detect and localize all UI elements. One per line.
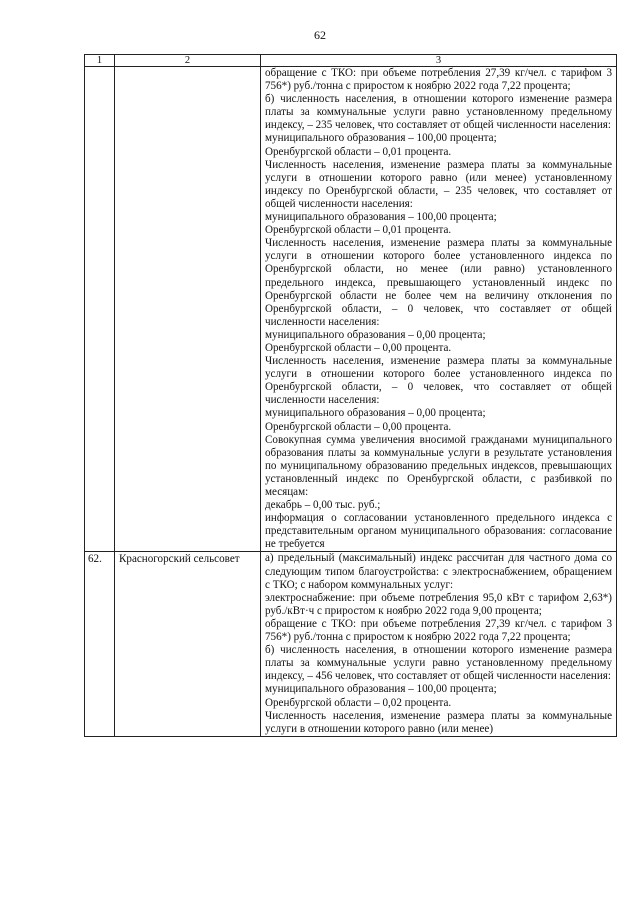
content-paragraph: Оренбургской области – 0,01 процента. (265, 145, 452, 158)
content-paragraph: Оренбургской области – 0,02 процента. (265, 696, 452, 709)
content-paragraph: информация о согласовании установленного предельного индекса с представительным органом муниципального образования: согласование не требуется (265, 512, 612, 551)
page-number: 62 (314, 28, 326, 42)
content-cell (261, 552, 617, 736)
row-number (85, 67, 115, 552)
content-paragraph: муниципального образования – 100,00 процента; (265, 132, 497, 145)
row-number: 62. (85, 552, 115, 736)
municipality-name (115, 67, 261, 552)
content-paragraph: муниципального образования – 0,00 процента; (265, 328, 486, 341)
column-header-1: 1 (85, 55, 115, 67)
content-paragraph: электроснабжение: при объеме потребления 95,0 кВт с тарифом 2,63*) руб./кВт·ч с приростом к ноябрю 2022 года 9,00 процента; (265, 591, 612, 617)
content-paragraph: Совокупная сумма увеличения вносимой гражданами муниципального образования платы за коммунальные услуги в результате установления по муниципальному образованию предельных индексов, превышающих установленный индекс по Оренбургской области, с разбивкой по месяцам: (265, 433, 612, 498)
content-paragraph: декабрь – 0,00 тыс. руб.; (265, 499, 381, 512)
content-paragraph: Численность населения, изменение размера платы за коммунальные услуги в отношении которого равно (или менее) (265, 709, 612, 735)
content-paragraph: обращение с ТКО: при объеме потребления 27,39 кг/чел. с тарифом 3 756*) руб./тонна с приростом к ноябрю 2022 года 7,22 процента; (265, 67, 612, 93)
content-paragraph: б) численность населения, в отношении которого изменение размера платы за коммунальные услуги равно установленному предельному индексу, – 235 человек, что составляет от общей численности населения: (265, 93, 612, 132)
column-header-2: 2 (115, 55, 261, 67)
content-paragraph: муниципального образования – 100,00 процента; (265, 211, 497, 224)
content-paragraph: муниципального образования – 0,00 процента; (265, 407, 486, 420)
content-paragraph: Оренбургской области – 0,00 процента. (265, 341, 452, 354)
content-paragraph: Оренбургской области – 0,00 процента. (265, 420, 452, 433)
content-paragraph: муниципального образования – 100,00 процента; (265, 683, 497, 696)
content-paragraph: б) численность населения, в отношении которого изменение размера платы за коммунальные услуги равно установленному предельному индексу, – 456 человек, что составляет от общей численности населения: (265, 644, 612, 683)
content-paragraph: Численность населения, изменение размера платы за коммунальные услуги в отношении которого равно (или менее) установленному индексу по Оренбургской области, – 235 человек, что составляет от общей численности населения: (265, 158, 612, 210)
document-table (84, 54, 617, 737)
table-header-row (85, 55, 617, 67)
table-row (85, 67, 617, 552)
table-row (85, 552, 617, 736)
content-paragraph: Оренбургской области – 0,01 процента. (265, 224, 452, 237)
content-cell (261, 67, 617, 552)
municipality-name: Красногорский сельсовет (115, 552, 261, 736)
content-paragraph: обращение с ТКО: при объеме потребления 27,39 кг/чел. с тарифом 3 756*) руб./тонна с приростом к ноябрю 2022 года 7,22 процента; (265, 617, 612, 644)
content-paragraph: а) предельный (максимальный) индекс рассчитан для частного дома со следующим типом благоустройства: с электроснабжением, обращением с ТКО; с набором коммунальных услуг: (265, 552, 612, 591)
content-paragraph: Численность населения, изменение размера платы за коммунальные услуги в отношении которого более установленного индекса по Оренбургской области, но менее (или равно) установленного предельного индекса, превышающего установленный индекс по Оренбургской области не более чем на величину отклонения по Оренбургской области, – 0 человек, что составляет от общей численности населения: (265, 237, 612, 328)
content-paragraph: Численность населения, изменение размера платы за коммунальные услуги в отношении которого более установленного индекса по Оренбургской области, – 0 человек, что составляет от общей численности населения: (265, 355, 612, 407)
column-header-3: 3 (261, 55, 617, 67)
